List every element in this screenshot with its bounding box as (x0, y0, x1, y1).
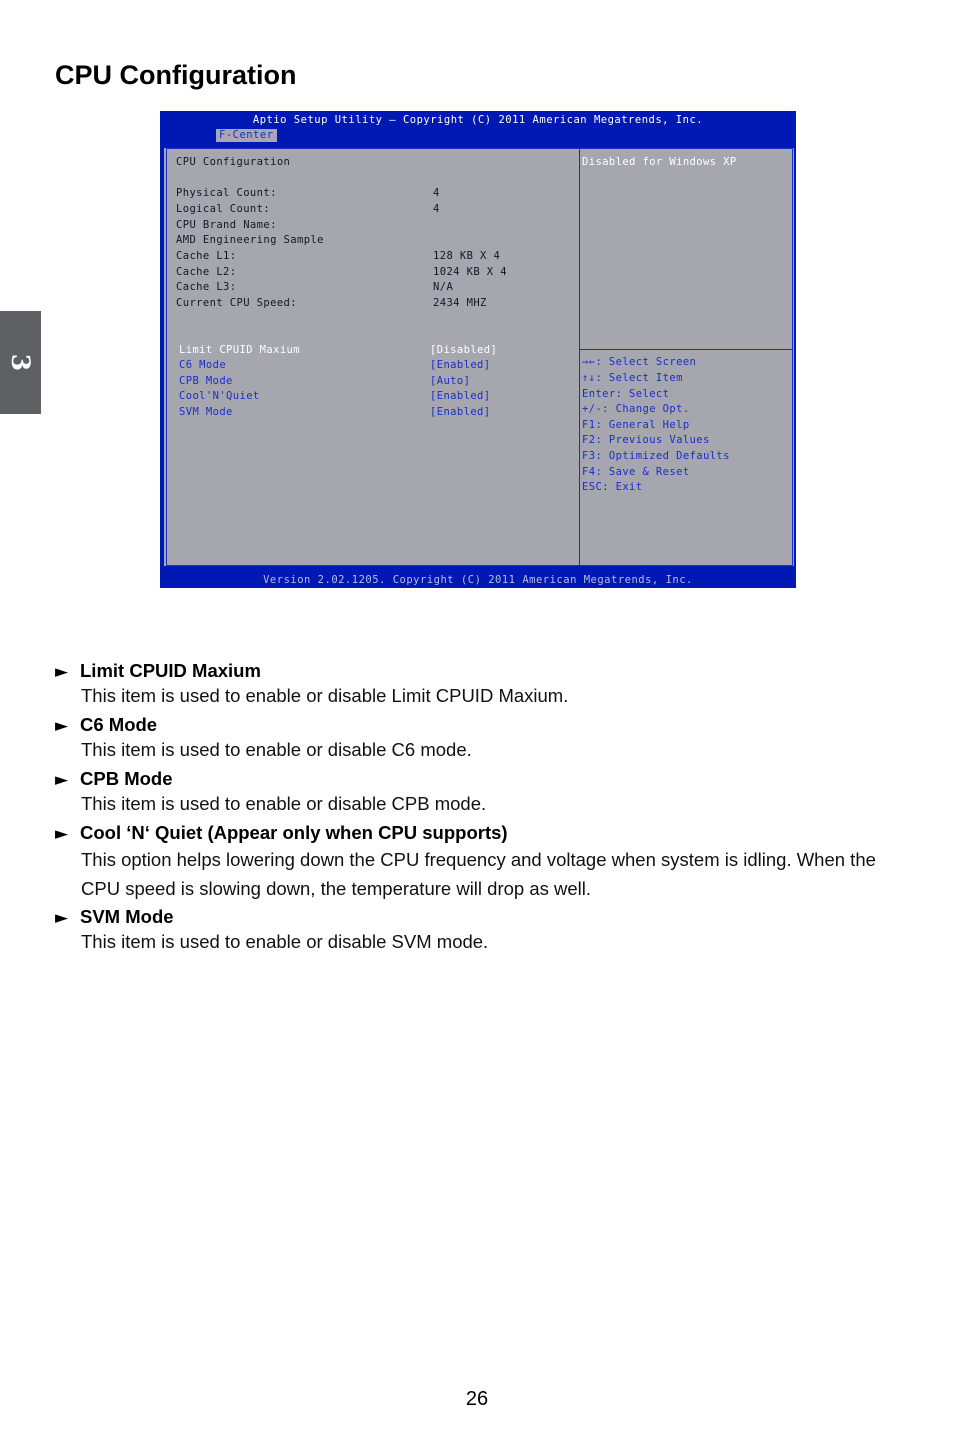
description-cool-n-quiet (55, 822, 905, 903)
menu-item-limit-cpuid-maxium[interactable]: Limit CPUID Maxium (179, 344, 300, 356)
bullet-arrow-icon: ► (55, 662, 69, 682)
info-label: Current CPU Speed: (176, 297, 297, 309)
bios-footer: Version 2.02.1205. Copyright (C) 2011 American Megatrends, Inc. (263, 574, 693, 586)
info-value: 128 KB X 4 (433, 250, 501, 262)
info-value: 4 (433, 187, 440, 199)
key-hint: →←: Select Screen (582, 356, 697, 368)
bios-main-panel (166, 148, 580, 566)
menu-item-c6-mode[interactable]: C6 Mode (179, 359, 227, 371)
key-hint: Enter: Select (582, 388, 670, 400)
description-title: Limit CPUID Maxium (80, 660, 261, 681)
bios-header-title: Aptio Setup Utility – Copyright (C) 2011 American Megatrends, Inc. (252, 114, 704, 126)
key-hint: ↑↓: Select Item (582, 372, 683, 384)
chapter-number: 3 (6, 353, 35, 372)
description-limit-cpuid-maxium (55, 660, 905, 710)
description-title: CPB Mode (80, 768, 173, 789)
menu-value-limit-cpuid-maxium[interactable]: [Disabled] (430, 344, 498, 356)
menu-item-cpb-mode[interactable]: CPB Mode (179, 375, 233, 387)
key-hint: F2: Previous Values (582, 434, 710, 446)
key-hint: F3: Optimized Defaults (582, 450, 730, 462)
help-text: Disabled for Windows XP (582, 156, 737, 168)
menu-value-cpb-mode[interactable]: [Auto] (430, 375, 471, 387)
info-label: Cache L1: (176, 250, 237, 262)
description-body: This item is used to enable or disable Limit CPUID Maxium. (81, 685, 569, 706)
info-label: AMD Engineering Sample (176, 234, 324, 246)
description-c6-mode (55, 714, 905, 764)
info-label: Cache L2: (176, 266, 237, 278)
key-hint: F1: General Help (582, 419, 690, 431)
info-value: 1024 KB X 4 (433, 266, 507, 278)
menu-value-cool-n-quiet[interactable]: [Enabled] (430, 390, 491, 402)
description-title: C6 Mode (80, 714, 158, 735)
key-hint: F4: Save & Reset (582, 466, 690, 478)
info-value: 4 (433, 203, 440, 215)
description-body: This item is used to enable or disable C6 mode. (81, 739, 472, 760)
bios-help-panel (579, 148, 793, 566)
description-svm-mode (55, 906, 905, 956)
menu-value-c6-mode[interactable]: [Enabled] (430, 359, 491, 371)
chapter-tab (0, 311, 41, 414)
info-label: Logical Count: (176, 203, 271, 215)
bullet-arrow-icon: ► (55, 770, 69, 790)
description-title: SVM Mode (80, 906, 174, 927)
key-hint: +/-: Change Opt. (582, 403, 690, 415)
bios-section-title: CPU Configuration (176, 156, 291, 168)
info-value: N/A (433, 281, 454, 293)
tab-f-center[interactable]: F-Center (216, 129, 277, 142)
page-number: 26 (465, 1388, 489, 1410)
menu-value-svm-mode[interactable]: [Enabled] (430, 406, 491, 418)
bios-body (162, 146, 796, 568)
bullet-arrow-icon: ► (55, 716, 69, 736)
description-body: This option helps lowering down the CPU frequency and voltage when system is idling. When the CPU speed is slowing down, the temperature will drop as well. (81, 849, 876, 899)
menu-item-cool-n-quiet[interactable]: Cool'N'Quiet (179, 390, 260, 402)
info-value: 2434 MHZ (433, 297, 487, 309)
key-hint: ESC: Exit (582, 481, 643, 493)
description-body: This item is used to enable or disable SVM mode. (81, 931, 489, 952)
menu-item-svm-mode[interactable]: SVM Mode (179, 406, 233, 418)
info-label: CPU Brand Name: (176, 219, 277, 231)
description-title: Cool ‘N‘ Quiet (Appear only when CPU supports) (80, 822, 508, 843)
description-body: This item is used to enable or disable CPB mode. (81, 793, 487, 814)
info-label: Cache L3: (176, 281, 237, 293)
bullet-arrow-icon: ► (55, 908, 69, 928)
description-cpb-mode (55, 768, 905, 818)
bullet-arrow-icon: ► (55, 824, 69, 844)
help-divider (579, 349, 792, 350)
bios-screenshot (160, 111, 796, 588)
page-title: CPU Configuration (55, 60, 297, 90)
info-label: Physical Count: (176, 187, 277, 199)
